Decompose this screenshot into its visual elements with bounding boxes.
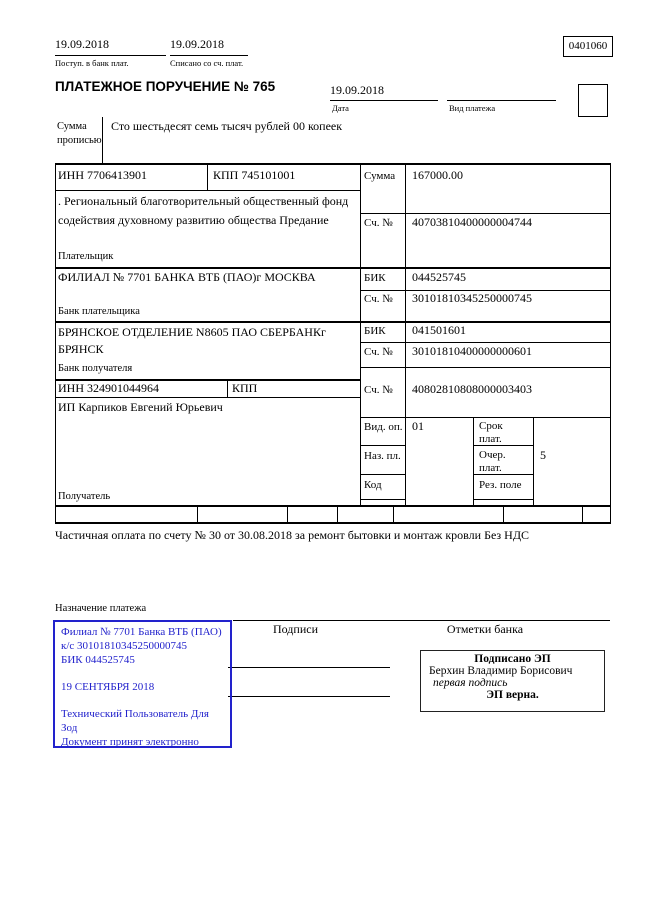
payer-bank-bik: 044525745 <box>412 270 466 284</box>
stamp-line: Филиал № 7701 Банка ВТБ (ПАО) <box>61 626 222 638</box>
stamp-line <box>61 667 230 680</box>
grid-line <box>55 505 611 507</box>
payer-account-label: Сч. № <box>364 217 393 229</box>
grid-line <box>610 163 611 524</box>
esign-name: Берхин Владимир Борисович <box>429 665 573 677</box>
payment-kind-underline <box>447 100 556 101</box>
signature-section-topline <box>233 620 610 621</box>
grid-line <box>360 445 405 446</box>
reserve-field-label: Рез. поле <box>479 479 522 491</box>
grid-line <box>360 367 610 368</box>
received-date-label: Поступ. в банк плат. <box>55 58 129 68</box>
payee-account: 40802810808000003403 <box>412 382 532 396</box>
amount-label: Сумма <box>364 170 396 182</box>
payee-bank-account-label: Сч. № <box>364 346 393 358</box>
grid-line <box>473 417 474 505</box>
stamp-line: к/с 30101810345250000745 <box>61 640 188 652</box>
grid-line <box>337 507 338 522</box>
payee-inn: ИНН 324901044964 <box>58 381 159 395</box>
grid-line <box>360 474 405 475</box>
grid-line <box>533 417 534 505</box>
payment-kind-box <box>578 84 608 117</box>
grid-line <box>55 267 611 269</box>
amount-value: 167000.00 <box>412 168 463 182</box>
amount-words-label-1: Сумма <box>57 121 87 132</box>
grid-line <box>360 499 405 500</box>
payee-name: ИП Карпиков Евгений Юрьевич <box>58 400 223 414</box>
grid-line <box>393 507 394 522</box>
grid-line <box>405 163 406 505</box>
payer-bank-account: 30101810345250000745 <box>412 291 532 305</box>
payee-bank-bik: 041501601 <box>412 323 466 337</box>
grid-line <box>55 397 360 398</box>
grid-line <box>197 507 198 522</box>
payer-inn: ИНН 7706413901 <box>58 168 147 182</box>
op-type-value: 01 <box>412 419 424 433</box>
debited-date: 19.09.2018 <box>170 37 224 51</box>
document-title: ПЛАТЕЖНОЕ ПОРУЧЕНИЕ № 765 <box>55 79 276 94</box>
amount-words-value: Сто шестьдесят семь тысяч рублей 00 копеек <box>111 119 343 133</box>
purpose-label: Назначение платежа <box>55 603 147 614</box>
grid-line <box>582 507 583 522</box>
stamp-line: Технический Пользователь Для <box>61 708 209 720</box>
pay-order-label: Очер. плат. <box>479 449 506 474</box>
payer-kpp: КПП 745101001 <box>213 168 296 182</box>
grid-line <box>473 499 533 500</box>
payment-kind-label: Вид платежа <box>449 103 496 113</box>
stamp-line: Зод <box>61 722 78 734</box>
debited-date-label: Списано со сч. плат. <box>170 58 244 68</box>
form-code-box: 0401060 <box>563 36 613 57</box>
purpose-code-label: Наз. пл. <box>364 450 401 462</box>
op-type-label: Вид. оп. <box>364 421 403 433</box>
payer-label: Плательщик <box>58 251 114 262</box>
payee-bank-account: 30101810400000000601 <box>412 344 532 358</box>
grid-line <box>360 417 610 418</box>
pay-term-label: Срок плат. <box>479 420 503 445</box>
grid-line <box>227 379 228 397</box>
bank-marks-title: Отметки банка <box>446 622 524 636</box>
signatures-title: Подписи <box>272 622 319 636</box>
payee-label: Получатель <box>58 491 111 502</box>
payer-bank-account-label: Сч. № <box>364 293 393 305</box>
grid-line <box>287 507 288 522</box>
doc-date-label: Дата <box>332 103 349 113</box>
pay-order-value: 5 <box>540 448 546 462</box>
payer-bank-name: ФИЛИАЛ № 7701 БАНКА ВТБ (ПАО)г МОСКВА <box>58 270 316 284</box>
purpose-text: Частичная оплата по счету № 30 от 30.08.2018 за ремонт бытовки и монтаж кровли Без НДС <box>55 528 530 542</box>
grid-line <box>360 163 361 505</box>
grid-line <box>55 522 611 524</box>
grid-line <box>55 190 360 191</box>
doc-date: 19.09.2018 <box>330 83 384 97</box>
debited-date-underline <box>170 55 248 56</box>
esign-verified: ЭП верна. <box>486 689 539 701</box>
code-label: Код <box>364 479 382 491</box>
doc-date-underline <box>330 100 438 101</box>
payee-kpp-label: КПП <box>232 381 258 395</box>
esign-stamp <box>420 650 605 712</box>
grid-line <box>55 321 611 323</box>
payer-name: . Региональный благотворительный общественный фонд содействия духовному развитию общества Предание <box>58 194 349 227</box>
signature-line-1 <box>228 667 390 668</box>
bank-acceptance-stamp <box>53 620 232 748</box>
amount-words-divider <box>102 117 103 163</box>
grid-line <box>55 163 611 165</box>
grid-line <box>503 507 504 522</box>
payee-bank-label: Банк получателя <box>58 363 133 374</box>
payee-account-label: Сч. № <box>364 384 393 396</box>
stamp-line: 19 СЕНТЯБРЯ 2018 <box>61 681 155 693</box>
grid-line <box>207 163 208 190</box>
esign-title: Подписано ЭП <box>474 653 551 665</box>
grid-line <box>360 342 610 343</box>
received-date-underline <box>55 55 166 56</box>
amount-words-label-2: прописью <box>57 135 102 146</box>
payee-bank-bik-label: БИК <box>364 325 386 337</box>
stamp-line: Документ принят электронно <box>61 736 199 748</box>
grid-line <box>360 213 610 214</box>
payer-bank-bik-label: БИК <box>364 272 386 284</box>
signature-line-2 <box>228 696 390 697</box>
received-date: 19.09.2018 <box>55 37 109 51</box>
payer-account: 40703810400000004744 <box>412 215 532 229</box>
payer-bank-label: Банк плательщика <box>58 306 140 317</box>
payee-bank-name: БРЯНСКОЕ ОТДЕЛЕНИЕ N8605 ПАО СБЕРБАНКг БРЯНСК <box>58 325 326 356</box>
grid-line <box>55 163 56 524</box>
stamp-line <box>61 694 230 707</box>
stamp-line: БИК 044525745 <box>61 654 135 666</box>
esign-subtitle: первая подпись <box>433 677 508 689</box>
